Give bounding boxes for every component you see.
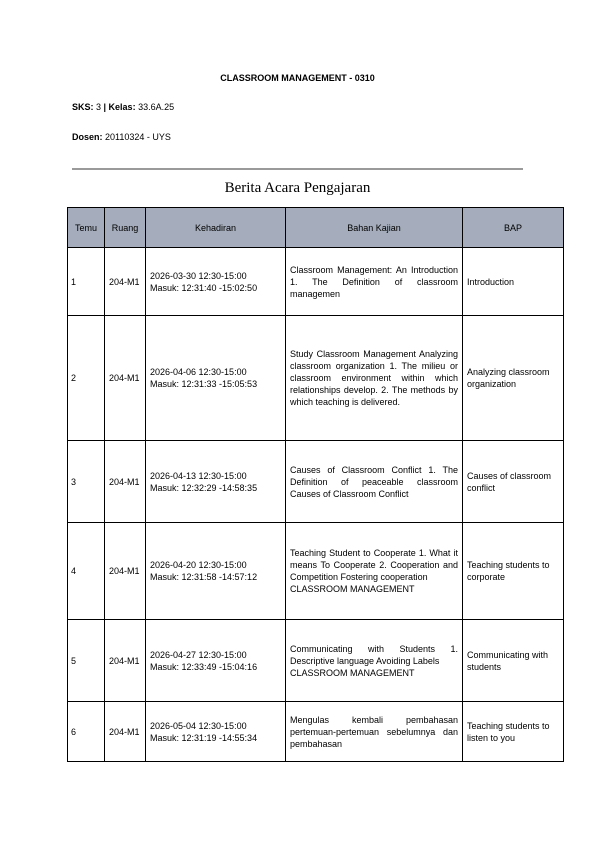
jadwal-text: 2026-04-13 12:30-15:00 (150, 470, 247, 481)
temu-cell: 6 (68, 702, 105, 762)
bahan-text: Teaching Student to Cooperate 1. What it means To Cooperate 2. Cooperation and Competition Fostering cooperation (290, 548, 458, 582)
sks-value: 3 (96, 102, 102, 112)
header-ruang: Ruang (105, 208, 146, 248)
ruang-cell: 204-M1 (105, 248, 146, 316)
temu-cell: 4 (68, 523, 105, 620)
kelas-value: 33.6A.25 (138, 102, 175, 112)
table-row (68, 316, 564, 441)
bap-cell: Causes of classroom conflict (463, 441, 564, 523)
table-row (68, 620, 564, 702)
bahan-kajian-cell (286, 441, 463, 523)
table-header-row (68, 208, 564, 248)
bap-cell: Teaching students to listen to you (463, 702, 564, 762)
bahan-course-text: CLASSROOM MANAGEMENT (290, 584, 415, 594)
jadwal-text: 2026-05-04 12:30-15:00 (150, 720, 247, 731)
bahan-kajian-cell (286, 248, 463, 316)
masuk-text: Masuk: 12:31:33 -15:05:53 (150, 379, 258, 389)
bahan-kajian-cell (286, 620, 463, 702)
kehadiran-cell (146, 441, 286, 523)
course-title: CLASSROOM MANAGEMENT - 0310 (220, 73, 375, 83)
bap-cell: Analyzing classroom organization (463, 316, 564, 441)
temu-cell: 5 (68, 620, 105, 702)
kelas-label: | Kelas: (101, 102, 139, 112)
header-bahan-kajian: Bahan Kajian (286, 208, 463, 248)
masuk-text: Masuk: 12:31:58 -14:57:12 (150, 572, 258, 582)
dosen-label: Dosen: (72, 132, 106, 142)
attendance-table (67, 207, 564, 762)
temu-cell: 2 (68, 316, 105, 441)
ruang-cell: 204-M1 (105, 702, 146, 762)
bahan-text: Study Classroom Management Analyzing classroom organization 1. The milieu or classroom environment within which relationships develop. 2. The methods by which teaching is delivered. (290, 349, 458, 407)
jadwal-text: 2026-03-30 12:30-15:00 (150, 270, 247, 281)
sks-label: SKS: (72, 102, 97, 112)
bahan-text: Causes of Classroom Conflict 1. The Definition of peaceable classroom Causes of Classroom Conflict (290, 464, 458, 499)
jadwal-text: 2026-04-20 12:30-15:00 (150, 560, 247, 570)
document-title: Berita Acara Pengajaran (224, 180, 371, 196)
temu-cell: 3 (68, 441, 105, 523)
bahan-course-text: CLASSROOM MANAGEMENT (290, 667, 415, 678)
kehadiran-cell (146, 316, 286, 441)
bap-cell: Introduction (463, 248, 564, 316)
ruang-cell: 204-M1 (105, 523, 146, 620)
bahan-kajian-cell (286, 523, 463, 620)
bahan-text: Classroom Management: An Introduction 1. The Definition of classroom managemen (290, 264, 458, 299)
masuk-text: Masuk: 12:31:19 -14:55:34 (150, 732, 258, 743)
bahan-kajian-cell (286, 316, 463, 441)
bahan-kajian-cell (286, 702, 463, 762)
kehadiran-cell (146, 248, 286, 316)
bahan-text: Communicating with Students 1. Descriptive language Avoiding Labels (290, 643, 458, 666)
jadwal-text: 2026-04-27 12:30-15:00 (150, 649, 247, 660)
masuk-text: Masuk: 12:32:29 -14:58:35 (150, 482, 258, 493)
ruang-cell: 204-M1 (105, 316, 146, 441)
bap-cell: Communicating with students (463, 620, 564, 702)
header-kehadiran: Kehadiran (146, 208, 286, 248)
bap-cell: Teaching students to corporate (463, 523, 564, 620)
kehadiran-cell (146, 620, 286, 702)
kehadiran-cell (146, 702, 286, 762)
table-row (68, 523, 564, 620)
table-row (68, 248, 564, 316)
temu-cell: 1 (68, 248, 105, 316)
table-row (68, 702, 564, 762)
ruang-cell: 204-M1 (105, 441, 146, 523)
table-row (68, 441, 564, 523)
ruang-cell: 204-M1 (105, 620, 146, 702)
kehadiran-cell (146, 523, 286, 620)
dosen-value: 20110324 - UYS (105, 132, 171, 142)
dosen-line (72, 132, 171, 142)
bahan-text: Mengulas kembali pembahasan pertemuan-pertemuan sebelumnya dan pembahasan (290, 714, 458, 749)
divider (72, 168, 523, 170)
jadwal-text: 2026-04-06 12:30-15:00 (150, 367, 247, 377)
header-temu: Temu (68, 208, 105, 248)
masuk-text: Masuk: 12:33:49 -15:04:16 (150, 661, 258, 672)
header-bap: BAP (463, 208, 564, 248)
masuk-text: Masuk: 12:31:40 -15:02:50 (150, 282, 258, 293)
sks-kelas-line (72, 102, 174, 112)
